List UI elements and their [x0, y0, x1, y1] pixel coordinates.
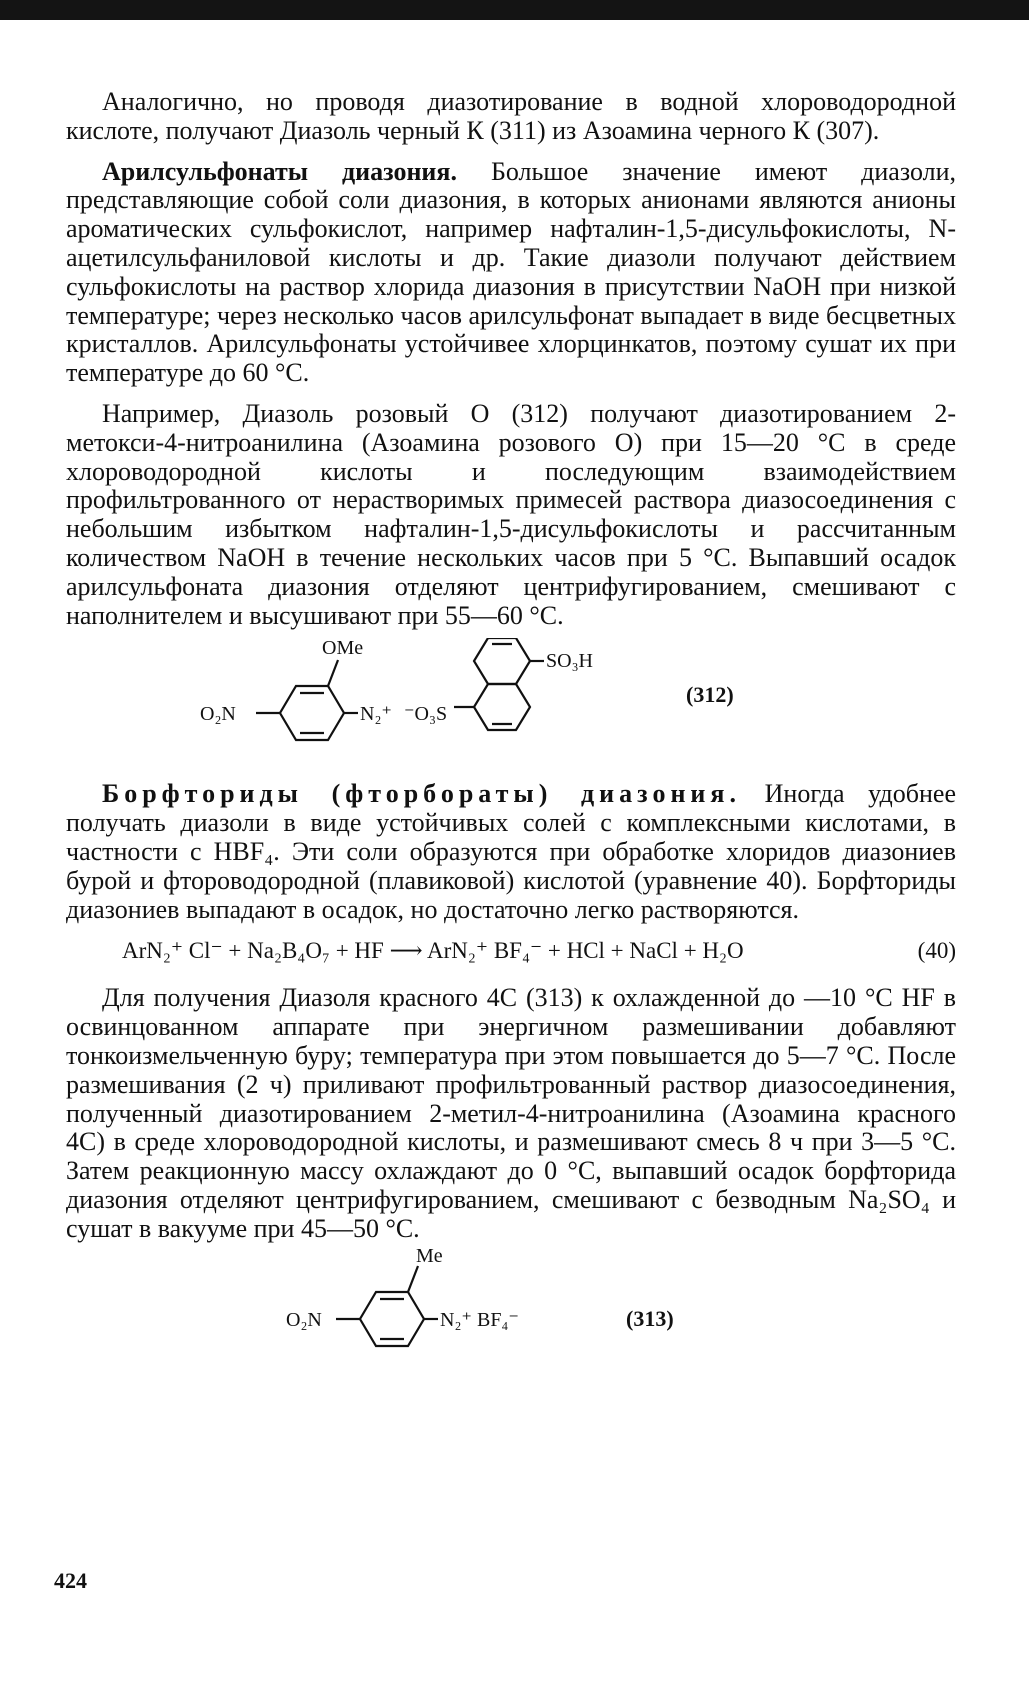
compound-313-number: (313) [626, 1305, 674, 1331]
o2n-label-313: O₂N [286, 1308, 322, 1331]
paragraph-diazol-pink: Например, Диазоль розовый О (312) получают диазотированием 2-метокси-4-нитроанилина (Азоамина розового О) при 15—20 °С в среде хлороводородной кислоты и последующим взаимодействием профильтрованного от нерастворимых примесей раствора диазосоединения с небольшим избытком нафталин-1,5-дисульфокислоты и рассчитанным количеством NaOH в течение нескольких часов при 5 °С. Выпавший осадок арилсульфоната диазония отделяют центрифугированием, смешивают с наполнителем и высушивают при 55—60 °С. [66, 398, 956, 630]
compound-312-number: (312) [686, 682, 734, 708]
ome-label: OMe [322, 638, 364, 660]
paragraph-arylsulfonates [66, 158, 956, 388]
top-black-bar [0, 0, 1029, 20]
paragraph-1: Аналогично, но проводя диазотирование в водной хлороводородной кислоте, получают Диазоль черный К (311) из Азоамина черного К (307). [66, 87, 956, 145]
paragraph-borofluorides-body: Иногда удобнее получать диазоли в виде устойчивых солей с комплексными кислотами, в частности с HBF₄. Эти соли образуются при обработке хлоридов диазониев бурой и фтороводородной (плавиковой) кислотой (уравнение 40). Борфториды диазониев выпадают в осадок, но достаточно легко растворяются. [66, 779, 956, 924]
paragraph-arylsulfonates-body: Большое значение имеют диазоли, представляющие собой соли диазония, в которых анионами являются анионы ароматических сульфокислот, например нафталин-1,5-дисульфокислоты, N-ацетилсульфаниловой кислоты и др. Такие диазоли получают действием сульфокислоты на раствор хлорида диазония в присутствии NaOH при низкой температуре; через несколько часов арилсульфонат выпадает в виде бесцветных кристаллов. Арилсульфонаты устойчивее хлорцинкатов, поэтому сушат их при температуре до 60 °С. [66, 156, 956, 388]
paragraph-diazol-red: Для получения Диазоля красного 4С (313) к охлажденной до —10 °С HF в освинцованном аппарате при энергичном размешивании добавляют тонкоизмельченную буру; температура при этом повышается до 5—7 °С. После размешивания (2 ч) приливают профильтрованный раствор диазосоединения, полученный диазотированием 2-метил-4-нитроанилина (Азоамина красного 4С) в среде хлороводородной кислоты, и размешивают смесь 8 ч при 3—5 °С. Затем реакционную массу охлаждают до 0 °С, выпавший осадок борфторида диазония отделяют центрифугированием, смешивают с безводным Na₂SO₄ и сушат в вакууме при 45—50 °С. [66, 983, 956, 1243]
paragraph-borofluorides [66, 780, 956, 924]
equation-40-number: (40) [917, 938, 956, 964]
structure-312-drawing [66, 638, 956, 758]
structure-313-drawing [66, 1246, 956, 1364]
me-label: Me [416, 1245, 443, 1267]
o2n-label: O₂N [200, 703, 236, 726]
page-number: 424 [54, 1568, 87, 1593]
so3h-label: SO₃H [546, 650, 593, 673]
equation-40-text: ArN₂⁺ Cl⁻ + Na₂B₄O₇ + HF ⟶ ArN₂⁺ BF₄⁻ + HCl + NaCl + H₂O [122, 938, 744, 964]
heading-borofluorides: Борфториды (фторбораты) диазония. [102, 779, 741, 809]
equation-40 [66, 934, 956, 968]
heading-arylsulfonates: Арилсульфонаты диазония. [102, 156, 457, 186]
structure-312 [66, 638, 956, 758]
n2-plus-label: N₂⁺ [360, 703, 392, 726]
n2-bf4-label: N₂⁺ BF₄⁻ [440, 1308, 519, 1331]
o3s-minus-label: ⁻O₃S [404, 703, 448, 726]
page-content [66, 88, 956, 1364]
structure-313 [66, 1246, 956, 1364]
